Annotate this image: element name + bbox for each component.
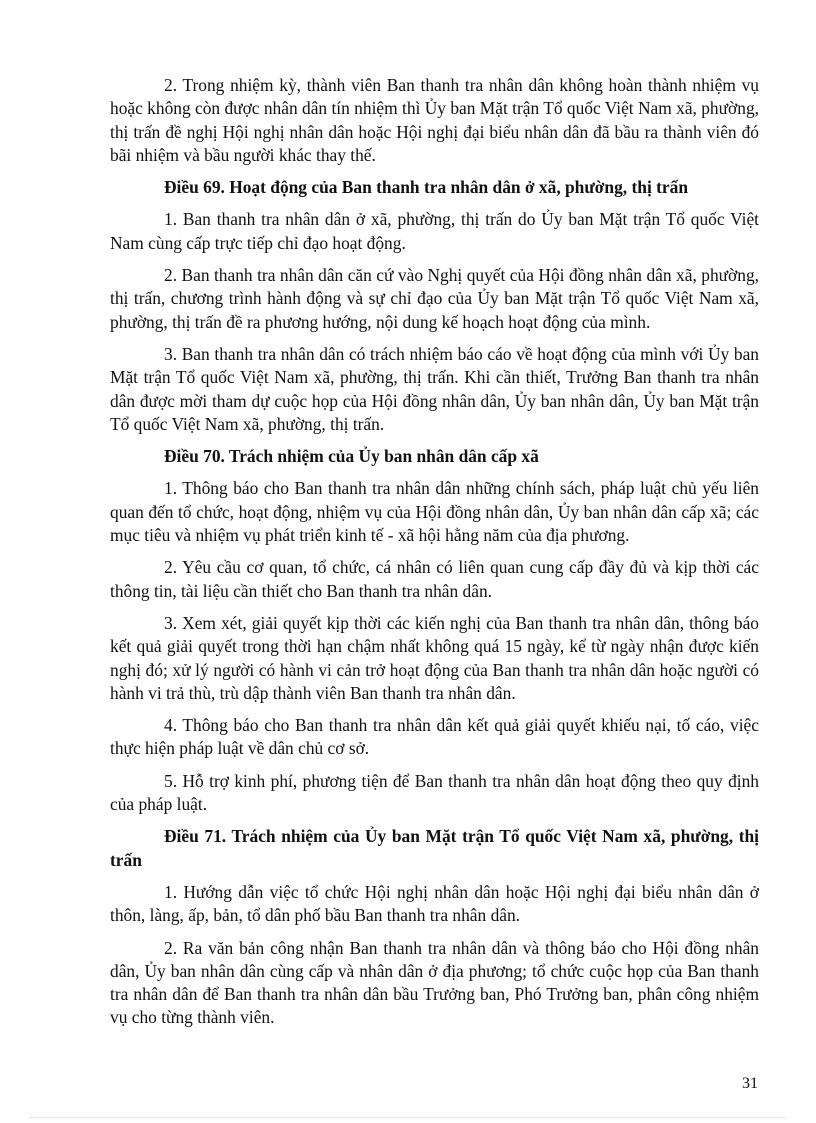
paragraph: 2. Ban thanh tra nhân dân căn cứ vào Nghị quyết của Hội đồng nhân dân xã, phường, thị trấn, chương trình hành động và sự chỉ đạo của Ủy ban Mặt trận Tổ quốc Việt Nam xã, phường, thị trấn đề ra phương hướng, nội dung kế hoạch hoạt động của mình. <box>110 265 759 332</box>
footer-divider <box>30 1117 786 1118</box>
document-body <box>110 74 759 1039</box>
article-heading-69: Điều 69. Hoạt động của Ban thanh tra nhân dân ở xã, phường, thị trấn <box>164 177 689 198</box>
paragraph: 1. Thông báo cho Ban thanh tra nhân dân những chính sách, pháp luật chủ yếu liên quan đến tổ chức, hoạt động, nhiệm vụ của Hội đồng nhân dân, Ủy ban nhân dân cấp xã; các mục tiêu và nhiệm vụ phát triển kinh tế - xã hội hằng năm của địa phương. <box>110 478 759 546</box>
paragraph: 1. Ban thanh tra nhân dân ở xã, phường, thị trấn do Ủy ban Mặt trận Tổ quốc Việt Nam cùng cấp trực tiếp chỉ đạo hoạt động. <box>110 209 759 253</box>
paragraph: 4. Thông báo cho Ban thanh tra nhân dân kết quả giải quyết khiếu nại, tố cáo, việc thực hiện pháp luật về dân chủ cơ sở. <box>110 715 759 759</box>
paragraph: 5. Hỗ trợ kinh phí, phương tiện để Ban thanh tra nhân dân hoạt động theo quy định của pháp luật. <box>110 770 759 815</box>
paragraph: 3. Ban thanh tra nhân dân có trách nhiệm báo cáo về hoạt động của mình với Ủy ban Mặt trận Tổ quốc Việt Nam xã, phường, thị trấn. Khi cần thiết, Trưởng Ban thanh tra nhân dân được mời tham dự cuộc họp của Hội đồng nhân dân, Ủy ban nhân dân, Ủy ban Mặt trận Tổ quốc Việt Nam xã, phường, thị trấn. <box>110 343 759 434</box>
paragraph: 3. Xem xét, giải quyết kịp thời các kiến nghị của Ban thanh tra nhân dân, thông báo kết quả giải quyết trong thời hạn chậm nhất không quá 15 ngày, kể từ ngày nhận được kiến nghị đó; xử lý người có hành vi cản trở hoạt động của Ban thanh tra nhân dân hoặc người có hành vi trả thù, trù dập thành viên Ban thanh tra nhân dân. <box>110 612 759 703</box>
paragraph: 2. Ra văn bản công nhận Ban thanh tra nhân dân và thông báo cho Hội đồng nhân dân, Ủy ban nhân dân cùng cấp và nhân dân ở địa phương; tổ chức cuộc họp của Ban thanh tra nhân dân để Ban thanh tra nhân dân bầu Trưởng ban, Phó Trưởng ban, phân công nhiệm vụ cho từng thành viên. <box>110 937 759 1028</box>
article-heading-70: Điều 70. Trách nhiệm của Ủy ban nhân dân cấp xã <box>164 446 539 467</box>
page-number: 31 <box>742 1075 758 1092</box>
article-heading-71: Điều 71. Trách nhiệm của Ủy ban Mặt trận Tổ quốc Việt Nam xã, phường, thị trấn <box>110 826 759 870</box>
paragraph: 2. Yêu cầu cơ quan, tổ chức, cá nhân có liên quan cung cấp đầy đủ và kịp thời các thông tin, tài liệu cần thiết cho Ban thanh tra nhân dân. <box>110 557 759 601</box>
paragraph: 1. Hướng dẫn việc tổ chức Hội nghị nhân dân hoặc Hội nghị đại biểu nhân dân ở thôn, làng, ấp, bản, tổ dân phố bầu Ban thanh tra nhân dân. <box>110 881 759 926</box>
paragraph: 2. Trong nhiệm kỳ, thành viên Ban thanh tra nhân dân không hoàn thành nhiệm vụ hoặc không còn được nhân dân tín nhiệm thì Ủy ban Mặt trận Tổ quốc Việt Nam xã, phường, thị trấn đề nghị Hội nghị nhân dân hoặc Hội nghị đại biểu nhân dân đã bầu ra thành viên đó bãi nhiệm và bầu người khác thay thế. <box>110 75 759 165</box>
